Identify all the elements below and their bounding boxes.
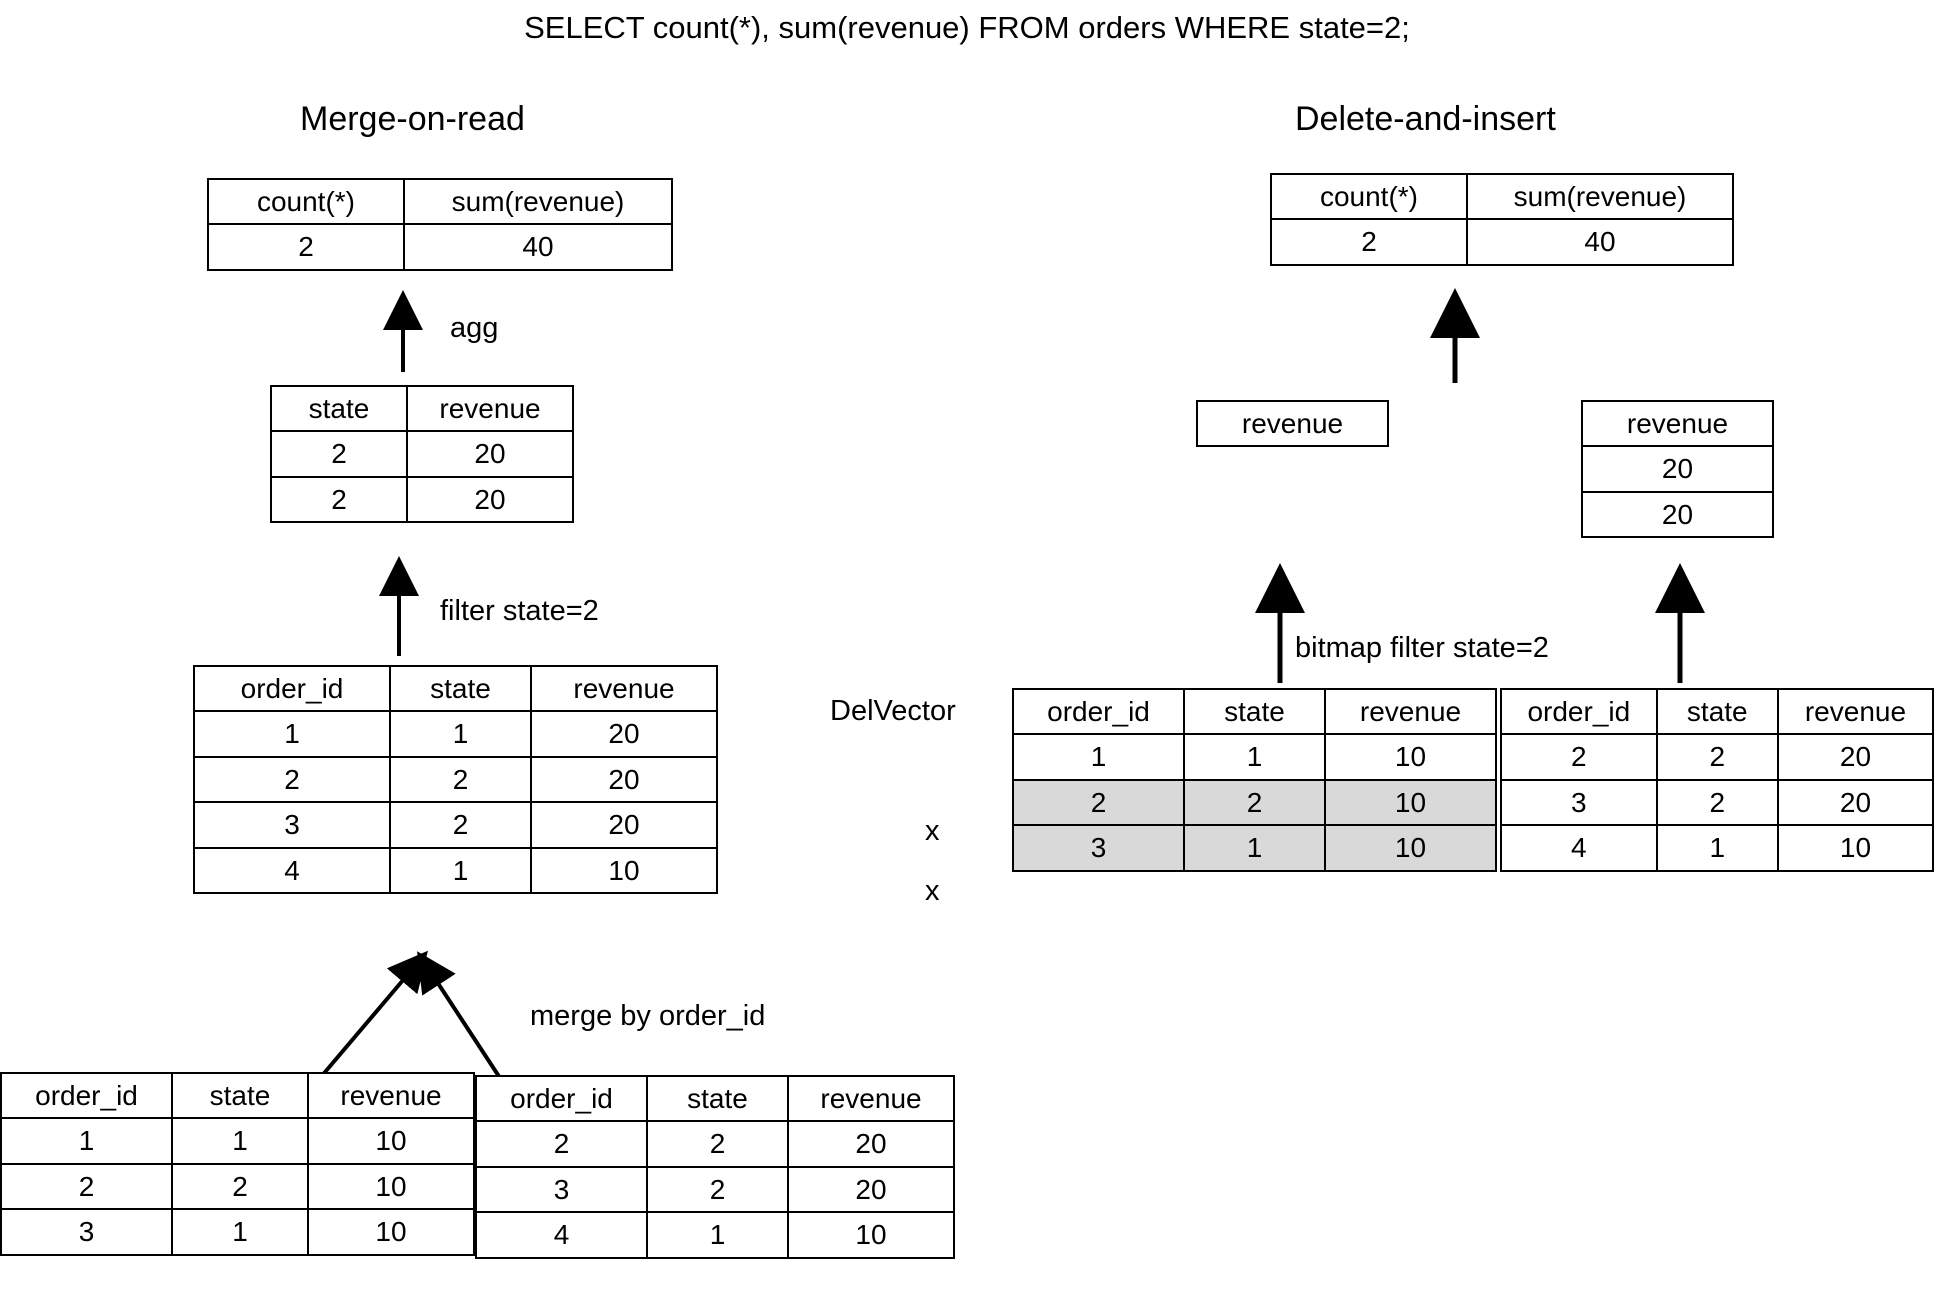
table-row: 2 2 20 [476, 1121, 954, 1166]
left-column-title: Merge-on-read [300, 100, 525, 138]
bitmap-filter-arrow-right [1665, 578, 1695, 683]
agg-arrow [388, 300, 418, 372]
table-row: 2 2 10 [1013, 780, 1496, 825]
filter-label: filter state=2 [440, 595, 599, 627]
table-row: revenue [1582, 401, 1773, 446]
agg-label: agg [450, 312, 499, 344]
bitmap-filter-arrow-left [1265, 578, 1295, 683]
table-row: 2 40 [208, 224, 672, 269]
left-base-table [0, 1072, 475, 1256]
filter-arrow [384, 566, 414, 656]
table-row: 3 1 10 [1013, 825, 1496, 870]
right-result-table [1270, 173, 1734, 266]
left-result-table [207, 178, 673, 271]
table-row: order_id state revenue [1013, 689, 1496, 734]
table-row: 1 1 20 [194, 711, 717, 756]
table-row: 2 2 20 [1501, 734, 1933, 779]
table-row: 3 1 10 [1, 1209, 474, 1254]
right-old-file-table [1012, 688, 1497, 872]
table-row: 2 20 [271, 477, 573, 522]
right-column-title: Delete-and-insert [1295, 100, 1556, 138]
left-merged-table [193, 665, 718, 894]
right-revenue-table [1581, 400, 1774, 538]
table-row: order_id state revenue [476, 1076, 954, 1121]
merge-label: merge by order_id [530, 1000, 766, 1032]
table-row: 4 1 10 [1501, 825, 1933, 870]
table-row: 1 1 10 [1, 1118, 474, 1163]
table-row: order_id state revenue [1, 1073, 474, 1118]
table-row: 3 2 20 [194, 802, 717, 847]
table-row: revenue [1197, 401, 1388, 446]
table-row: 3 2 20 [1501, 780, 1933, 825]
table-row: 20 [1582, 446, 1773, 491]
table-row: count(*) sum(revenue) [1271, 174, 1733, 219]
table-row: 4 1 10 [476, 1212, 954, 1257]
right-empty-revenue-table [1196, 400, 1389, 447]
merge-arrows [210, 950, 530, 1080]
right-agg-arrow [1440, 303, 1470, 383]
table-row: 1 1 10 [1013, 734, 1496, 779]
table-row: 2 2 20 [194, 757, 717, 802]
right-new-file-table [1500, 688, 1934, 872]
query-title: SELECT count(*), sum(revenue) FROM orders WHERE state=2; [524, 10, 1410, 45]
table-row: order_id state revenue [1501, 689, 1933, 734]
table-row: order_id state revenue [194, 666, 717, 711]
table-row: count(*) sum(revenue) [208, 179, 672, 224]
left-delta-table [475, 1075, 955, 1259]
table-row: 20 [1582, 492, 1773, 537]
delvector-mark-2: x [925, 875, 940, 907]
table-row: 4 1 10 [194, 848, 717, 893]
bitmap-filter-label: bitmap filter state=2 [1295, 632, 1549, 664]
table-row: state revenue [271, 386, 573, 431]
table-row: 2 40 [1271, 219, 1733, 264]
table-row: 2 2 10 [1, 1164, 474, 1209]
table-row: 3 2 20 [476, 1167, 954, 1212]
table-row: 2 20 [271, 431, 573, 476]
left-filtered-table [270, 385, 574, 523]
delvector-label: DelVector [830, 695, 956, 727]
delvector-mark-1: x [925, 815, 940, 847]
